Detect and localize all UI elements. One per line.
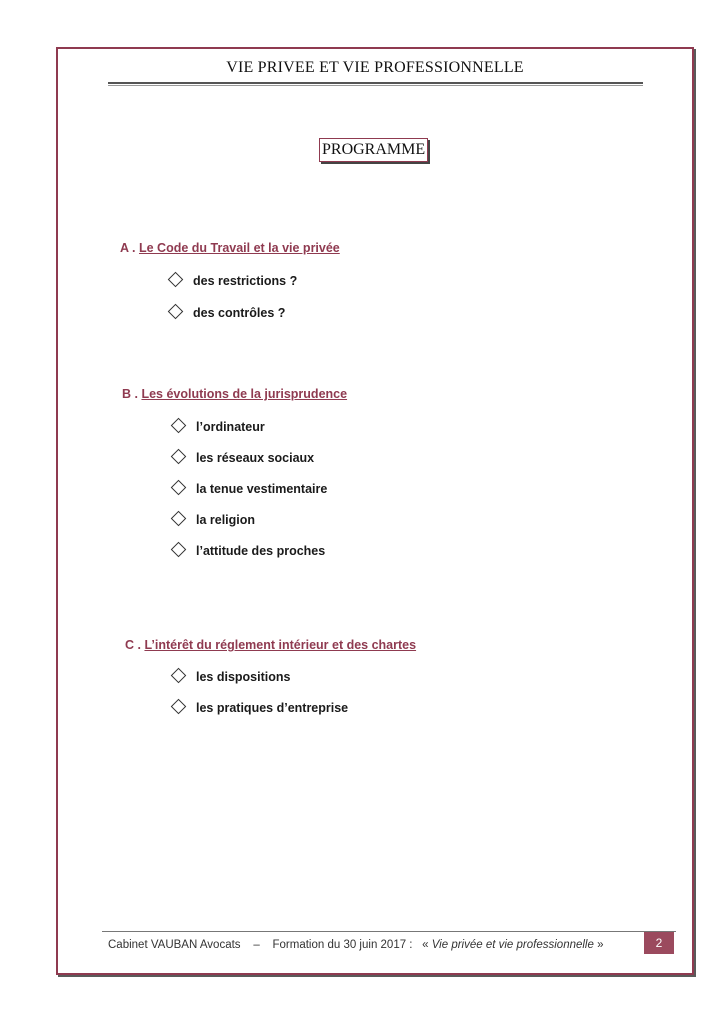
- section-b-title: Les évolutions de la jurisprudence: [141, 387, 348, 401]
- list-item: [171, 669, 290, 685]
- list-item: [171, 543, 325, 559]
- section-b-prefix: B .: [122, 387, 142, 401]
- list-item-label: la tenue vestimentaire: [196, 482, 328, 496]
- diamond-bullet-icon: [171, 480, 187, 496]
- list-item: [171, 700, 348, 716]
- list-item: [171, 450, 314, 466]
- page-frame: [56, 47, 694, 975]
- list-item: [171, 481, 327, 497]
- page-number-badge: 2: [644, 932, 674, 954]
- section-a-heading: [120, 241, 340, 255]
- page-title: VIE PRIVEE ET VIE PROFESSIONNELLE: [226, 59, 524, 76]
- section-a-prefix: A .: [120, 241, 139, 255]
- list-item: [171, 512, 255, 528]
- footer-firm: Cabinet VAUBAN Avocats: [108, 939, 241, 951]
- list-item-label: les dispositions: [196, 670, 291, 684]
- footer-divider: [102, 931, 676, 932]
- list-item-label: les pratiques d’entreprise: [196, 701, 349, 715]
- diamond-bullet-icon: [171, 668, 187, 684]
- list-item-label: l’ordinateur: [196, 420, 265, 434]
- section-c-prefix: C .: [125, 638, 145, 652]
- list-item-label: l’attitude des proches: [196, 544, 326, 558]
- list-item: [171, 419, 265, 435]
- list-item-label: des restrictions ?: [193, 274, 298, 288]
- section-c-heading: [125, 638, 416, 652]
- section-b-heading: [122, 387, 347, 401]
- programme-heading: PROGRAMME: [319, 138, 428, 162]
- diamond-bullet-icon: [168, 272, 184, 288]
- footer-quote-title: Vie privée et vie professionnelle: [431, 939, 594, 951]
- diamond-bullet-icon: [168, 304, 184, 320]
- footer-text: [108, 939, 604, 951]
- diamond-bullet-icon: [171, 699, 187, 715]
- diamond-bullet-icon: [171, 511, 187, 527]
- list-item-label: des contrôles ?: [193, 306, 286, 320]
- footer-training: Formation du 30 juin 2017 :: [272, 939, 413, 951]
- section-a-title: Le Code du Travail et la vie privée: [138, 241, 340, 255]
- diamond-bullet-icon: [171, 418, 187, 434]
- diamond-bullet-icon: [171, 542, 187, 558]
- list-item: [168, 305, 285, 321]
- footer-quote-close: »: [597, 939, 604, 951]
- list-item-label: la religion: [196, 513, 256, 527]
- title-underline: [108, 82, 643, 86]
- list-item: [168, 273, 297, 289]
- diamond-bullet-icon: [171, 449, 187, 465]
- footer-quote-open: «: [422, 939, 429, 951]
- list-item-label: les réseaux sociaux: [196, 451, 315, 465]
- footer-dash: –: [253, 939, 260, 951]
- section-c-title: L’intérêt du réglement intérieur et des chartes: [144, 638, 417, 652]
